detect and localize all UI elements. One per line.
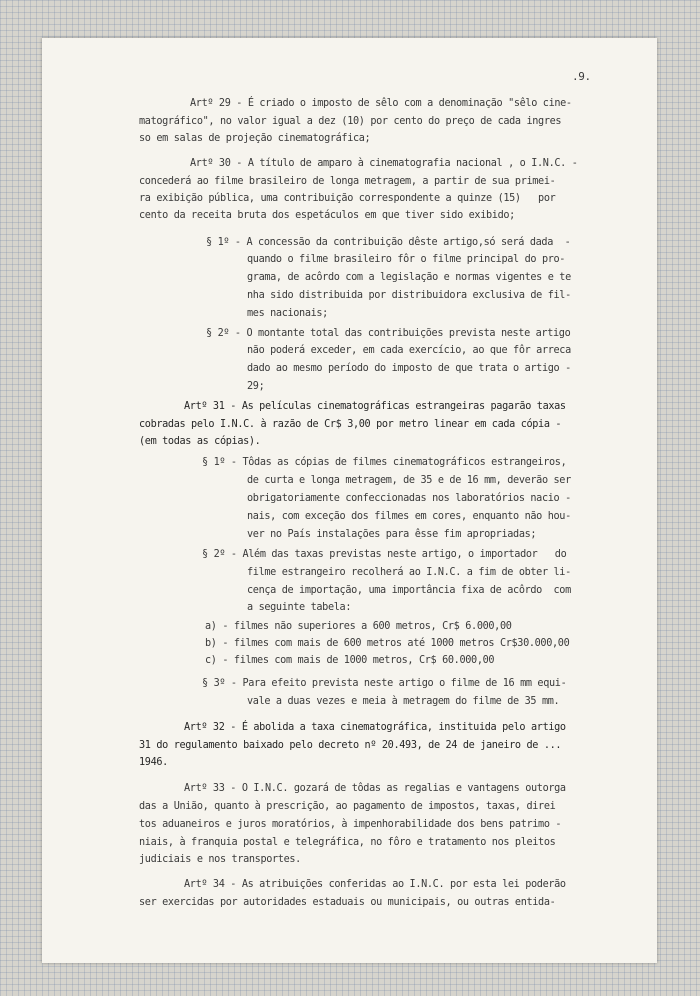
page-number: .9. xyxy=(572,70,591,83)
art32-line2: 31 do regulamento baixado pelo decreto nº 20.493, de 24 de janeiro de ... xyxy=(139,740,562,751)
art31-p1-line5: ver no País instalações para êsse fim apropriadas; xyxy=(247,529,537,540)
art31-p3-line2: vale a duas vezes e meia à metragem do filme de 35 mm. xyxy=(247,696,560,707)
art30-p2-line3: dado ao mesmo período do imposto de que trata o artigo - xyxy=(247,363,571,374)
art31-p1-line3: obrigatoriamente confeccionadas nos laboratórios nacio - xyxy=(247,493,571,504)
art33-line1: Artº 33 - O I.N.C. gozará de tôdas as regalias e vantagens outorga xyxy=(184,783,566,794)
art31-p1-line2: de curta e longa metragem, de 35 e de 16 mm, deverão ser xyxy=(247,475,571,486)
art31-p1-line4: nais, com exceção dos filmes em cores, enquanto não hou- xyxy=(247,511,571,522)
art31-p2-line3: cença de importação, uma importância fixa de acôrdo com xyxy=(247,585,571,596)
art30-p1-line4: nha sido distribuida por distribuidora exclusiva de fil- xyxy=(247,290,571,301)
art30-p1-line2: quando o filme brasileiro fôr o filme principal do pro- xyxy=(247,254,566,265)
art31-p2-line4: a seguinte tabela: xyxy=(247,602,352,613)
art34-line2: ser exercidas por autoridades estaduais ou municipais, ou outras entida- xyxy=(139,897,556,908)
art30-line2: concederá ao filme brasileiro de longa metragem, a partir de sua primei- xyxy=(139,176,556,187)
art30-p1-line3: grama, de acôrdo com a legislação e normas vigentes e te xyxy=(247,272,571,283)
art30-p1-line1: § 1º - A concessão da contribuição dêste artigo,só será dada - xyxy=(206,237,571,248)
art30-p2-line4: 29; xyxy=(247,381,265,392)
art31-line2: cobradas pelo I.N.C. à razão de Cr$ 3,00 por metro linear em cada cópia - xyxy=(139,419,562,430)
art33-line3: tos aduaneiros e juros moratórios, à impenhorabilidade dos bens patrimo - xyxy=(139,819,562,830)
art32-line3: 1946. xyxy=(139,757,168,768)
art30-p2-line1: § 2º - O montante total das contribuições prevista neste artigo xyxy=(206,328,571,339)
art33-line2: das a União, quanto à prescrição, ao pagamento de impostos, taxas, direi xyxy=(139,801,556,812)
art30-p1-line5: mes nacionais; xyxy=(247,308,328,319)
art29-line1: Artº 29 - É criado o imposto de sêlo com a denominação "sêlo cine- xyxy=(190,98,572,109)
table-row-b: b) - filmes com mais de 600 metros até 1000 metros Cr$30.000,00 xyxy=(205,638,570,649)
art30-line1: Artº 30 - A título de amparo à cinematografia nacional , o I.N.C. - xyxy=(190,158,578,169)
table-row-c: c) - filmes com mais de 1000 metros, Cr$ 60.000,00 xyxy=(205,655,495,666)
art33-line4: niais, à franquia postal e telegráfica, no fôro e tratamento nos pleitos xyxy=(139,837,556,848)
art31-line1: Artº 31 - As películas cinematográficas estrangeiras pagarão taxas xyxy=(184,401,566,412)
art30-line4: cento da receita bruta dos espetáculos em que tiver sido exibido; xyxy=(139,210,515,221)
art30-p2-line2: não poderá exceder, em cada exercício, ao que fôr arreca xyxy=(247,345,571,356)
art33-line5: judiciais e nos transportes. xyxy=(139,854,301,865)
art31-p2-line2: filme estrangeiro recolherá ao I.N.C. a fim de obter li- xyxy=(247,567,571,578)
art34-line1: Artº 34 - As atribuições conferidas ao I.N.C. por esta lei poderão xyxy=(184,879,566,890)
table-row-a: a) - filmes não superiores a 600 metros, Cr$ 6.000,00 xyxy=(205,621,512,632)
art31-line3: (em todas as cópias). xyxy=(139,436,261,447)
document-page xyxy=(42,38,657,963)
art32-line1: Artº 32 - É abolida a taxa cinematográfica, instituida pelo artigo xyxy=(184,722,566,733)
art29-line3: so em salas de projeção cinematográfica; xyxy=(139,133,371,144)
art31-p1-line1: § 1º - Tôdas as cópias de filmes cinematográficos estrangeiros, xyxy=(202,457,567,468)
art30-line3: ra exibição pública, uma contribuição correspondente a quinze (15) por xyxy=(139,193,556,204)
art29-line2: matográfico", no valor igual a dez (10) por cento do preço de cada ingres xyxy=(139,116,562,127)
art31-p3-line1: § 3º - Para efeito prevista neste artigo o filme de 16 mm equi- xyxy=(202,678,567,689)
art31-p2-line1: § 2º - Além das taxas previstas neste artigo, o importador do xyxy=(202,549,567,560)
